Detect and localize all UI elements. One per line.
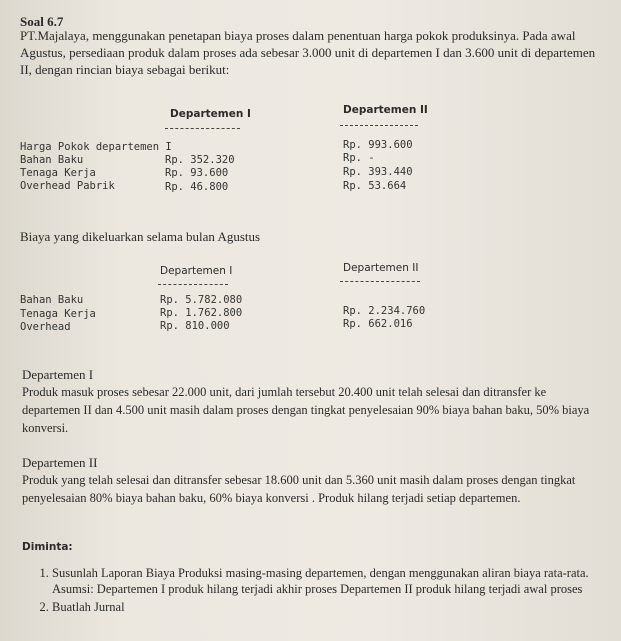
divider xyxy=(165,128,240,129)
divider xyxy=(340,125,418,126)
table1-row-label: Overhead Pabrik xyxy=(20,180,115,192)
table2-row-label: Bahan Baku xyxy=(20,294,84,306)
list-item: 1. Susunlah Laporan Biaya Produksi masing-masing departemen, dengan menggunakan aliran biaya rata-rata. Asumsi: Departemen I produk hilang terjadi akhir proses Departemen II produk hilang terjadi awal proses xyxy=(52,565,621,597)
problem-title: Soal 6.7 xyxy=(20,14,64,29)
dept1-text: Produk masuk proses sebesar 22.000 unit, dari jumlah tersebut 20.400 unit telah selesai dan ditransfer ke departemen II dan 4.500 unit masih dalam proses dengan tingkat penyelesaian 90% biaya bahan baku, 50% biaya konversi. xyxy=(22,385,590,435)
table2-row-d1: Rp. 1.762.800 xyxy=(160,307,243,319)
task-list xyxy=(22,565,621,617)
table1-row-d2: Rp. 53.664 xyxy=(343,180,407,192)
table2-row-label: Tenaga Kerja xyxy=(20,308,96,320)
intro-paragraph: PT.Majalaya, menggunakan penetapan biaya proses dalam penentuan harga pokok produksinya. Pada awal Agustus, persediaan produk dalam proses ada sebesar 3.000 unit di departemen I dan 3.600 unit di departemen II, dengan rincian biaya sebagai berikut: xyxy=(20,28,596,77)
divider xyxy=(158,284,228,285)
divider xyxy=(340,281,420,282)
table2-row-d2: Rp. 2.234.760 xyxy=(343,305,426,317)
costs-heading: Biaya yang dikeluarkan selama bulan Agustus xyxy=(20,229,261,244)
table2-col-dept1: Departemen I xyxy=(160,265,233,277)
list-item: 2. Buatlah Jurnal xyxy=(52,599,621,615)
table1-col-dept1: Departemen I xyxy=(170,108,251,120)
dept1-title: Departemen I xyxy=(22,367,94,382)
table1-row-label: Bahan Baku xyxy=(20,154,84,166)
table2-row-d1: Rp. 810.000 xyxy=(160,320,230,332)
table2-row-d2: Rp. 662.016 xyxy=(343,318,413,330)
table1-col-dept2: Departemen II xyxy=(343,104,428,116)
table2-row-d1: Rp. 5.782.080 xyxy=(160,294,243,306)
table1-row-d2: Rp. 393.440 xyxy=(343,166,413,178)
table1-row-d1: Rp. 352.320 xyxy=(165,154,235,166)
table2-row-label: Overhead xyxy=(20,321,71,333)
table1-row-d2: Rp. 993.600 xyxy=(343,139,413,151)
dept2-text: Produk yang telah selesai dan ditransfer sebesar 18.600 unit dan 5.360 unit masih dalam proses dengan tingkat penyelesaian 80% biaya bahan baku, 60% biaya konversi . Produk hilang terjadi setiap departemen. xyxy=(22,473,576,505)
diminta-label: Diminta: xyxy=(22,541,73,553)
table1-row-label: Harga Pokok departemen I xyxy=(20,141,172,153)
table1-row-d1: Rp. 46.800 xyxy=(165,181,229,193)
table1-row-d2: Rp. - xyxy=(343,152,375,164)
dept2-title: Departemen II xyxy=(22,455,98,470)
table1-row-d1: Rp. 93.600 xyxy=(165,167,229,179)
table2-col-dept2: Departemen II xyxy=(343,262,419,274)
table1-row-label: Tenaga Kerja xyxy=(20,167,96,179)
